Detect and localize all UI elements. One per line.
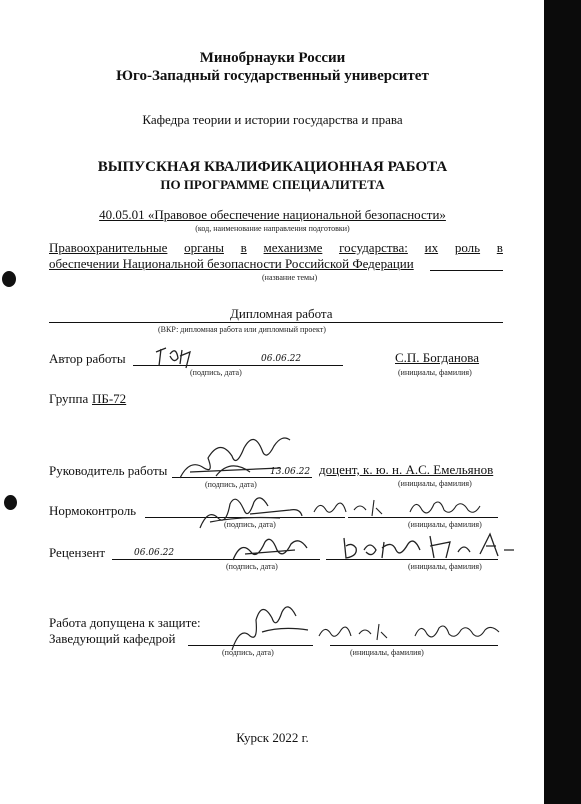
topic-word: государства: <box>339 240 408 255</box>
normcontrol-name-caption: (инициалы, фамилия) <box>408 520 482 529</box>
punch-hole-mark <box>2 271 16 287</box>
head-of-department-label: Заведующий кафедрой <box>49 631 176 646</box>
document-subtitle: ПО ПРОГРАММЕ СПЕЦИАЛИТЕТА <box>160 177 385 192</box>
supervisor-label: Руководитель работы <box>49 463 168 478</box>
author-name: С.П. Богданова <box>395 350 480 365</box>
city-year: Курск 2022 г. <box>236 730 309 745</box>
topic-caption: (название темы) <box>262 273 318 282</box>
admission-signature <box>222 596 322 656</box>
reviewer-label: Рецензент <box>49 545 106 560</box>
admission-label: Работа допущена к защите: <box>49 615 201 630</box>
normcontrol-name-handwritten <box>310 494 500 522</box>
admission-name-handwritten <box>315 618 515 646</box>
admission-name-caption: (инициалы, фамилия) <box>350 648 424 657</box>
work-type-underline <box>49 322 503 323</box>
topic-word: роль <box>454 240 481 255</box>
university-name: Юго-Западный государственный университет <box>116 68 429 84</box>
reviewer-signature <box>225 530 315 566</box>
topic-word: Правоохранительные <box>49 240 168 255</box>
department-name: Кафедра теории и истории государства и права <box>142 112 403 127</box>
topic-line-2: обеспечении Национальной безопасности Российской Федерации <box>49 256 414 271</box>
author-name-caption: (инициалы, фамилия) <box>398 368 472 377</box>
topic-line-1 <box>49 240 503 256</box>
supervisor-signature <box>170 428 310 488</box>
specialty-caption: (код, наименование направления подготовки) <box>195 224 350 233</box>
topic-underline <box>430 270 503 271</box>
reviewer-name-caption: (инициалы, фамилия) <box>408 562 482 571</box>
author-label: Автор работы <box>49 351 126 366</box>
author-sign-caption: (подпись, дата) <box>190 368 242 377</box>
normcontrol-label: Нормоконтроль <box>49 503 137 518</box>
topic-word: в <box>496 240 503 255</box>
topic-word: их <box>424 240 439 255</box>
document-title: ВЫПУСКНАЯ КВАЛИФИКАЦИОННАЯ РАБОТА <box>97 159 448 175</box>
author-sign-date: 06.06.22 <box>261 354 302 364</box>
ministry-name: Минобрнауки России <box>199 50 346 66</box>
supervisor-sign-date: 13.06.22 <box>270 467 311 477</box>
work-type-value: Дипломная работа <box>230 306 333 321</box>
supervisor-name-caption: (инициалы, фамилия) <box>398 479 472 488</box>
punch-hole-mark <box>4 495 17 510</box>
topic-word: органы <box>184 240 224 255</box>
normcontrol-sign-caption: (подпись, дата) <box>224 520 276 529</box>
author-signature <box>150 340 210 370</box>
group-value: ПБ-72 <box>92 391 127 406</box>
reviewer-sign-caption: (подпись, дата) <box>226 562 278 571</box>
work-type-caption: (ВКР: дипломная работа или дипломный проект) <box>158 325 326 334</box>
reviewer-sign-date: 06.06.22 <box>134 548 175 558</box>
reviewer-name-handwritten <box>338 528 528 564</box>
specialty-value: 40.05.01 «Правовое обеспечение национальной безопасности» <box>99 207 446 222</box>
group-label: Группа <box>49 391 89 406</box>
topic-word: в <box>240 240 247 255</box>
supervisor-sign-caption: (подпись, дата) <box>205 480 257 489</box>
scan-edge-shadow <box>544 0 581 804</box>
admission-sign-caption: (подпись, дата) <box>222 648 274 657</box>
supervisor-name: доцент, к. ю. н. А.С. Емельянов <box>319 462 494 477</box>
topic-word: механизме <box>263 240 323 255</box>
